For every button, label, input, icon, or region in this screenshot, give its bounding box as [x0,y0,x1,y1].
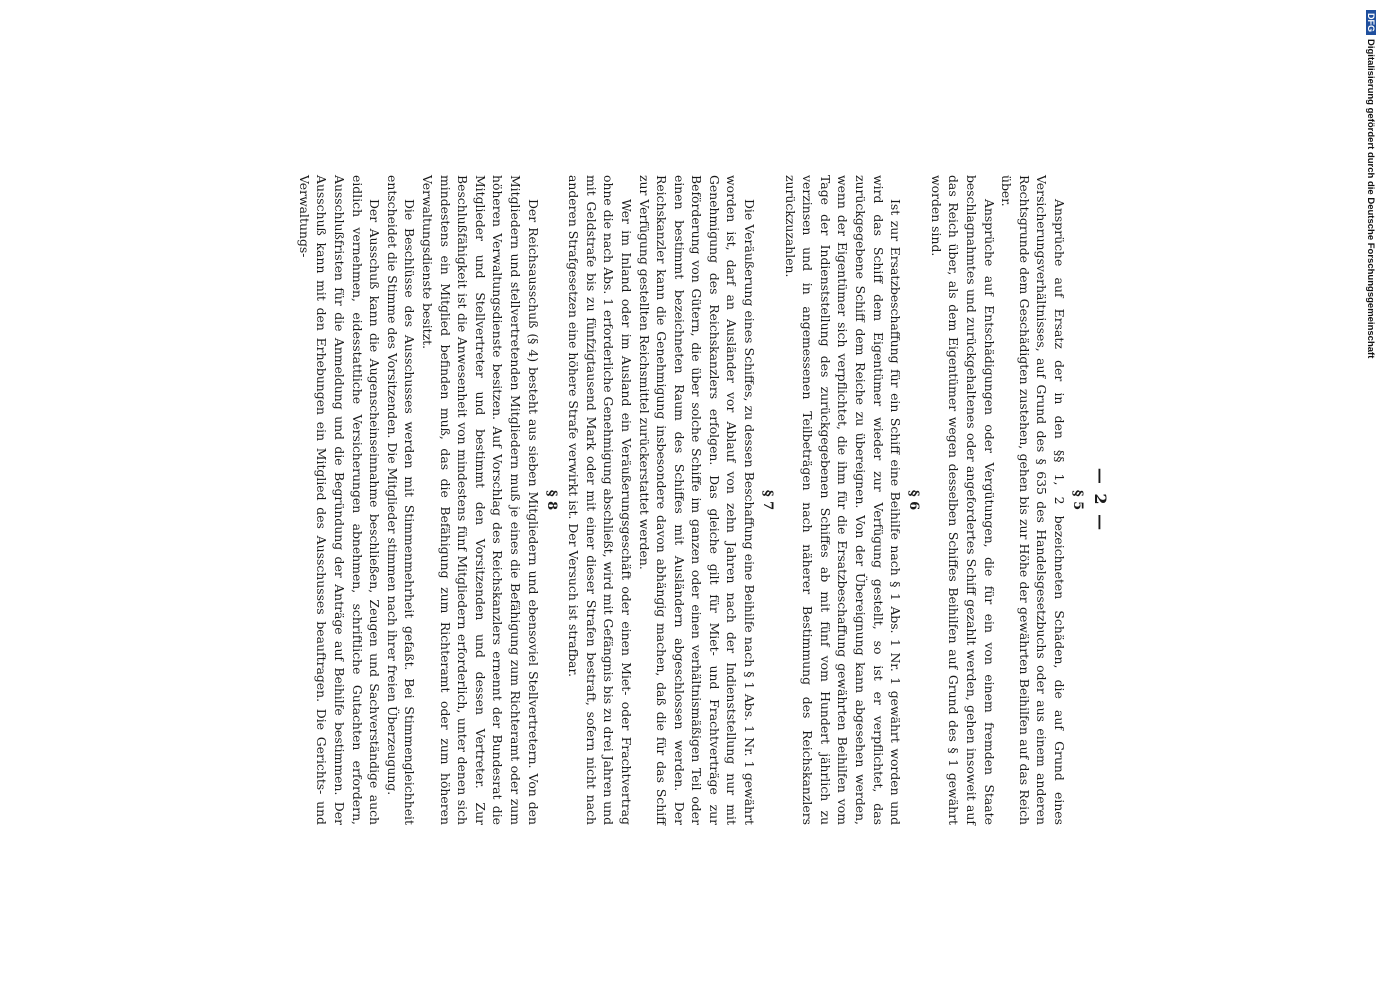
section-heading: § 8 [543,489,559,511]
paragraph: Die Beschlüsse des Ausschusses werden mit Stimmenmehrheit gefaßt. Bei Stimmengleichheit entscheidet die Stimme des Vorsitzenden. Die Mitglieder stimmen nach ihrer freien Überzeugung. [384,175,418,825]
paragraph: Wer im Inland oder im Ausland ein Veräußerungsgeschäft oder einen Miet- oder Frachtvertrag ohne die nach Abs. 1 erforderliche Genehmigung abschließt, wird mit Gefängnis bis zu drei Jahren und mit Geldstrafe bis zu fünfzigtausend Mark oder mit einer dieser Strafen bestraft, sofern nicht nach anderen Strafgesetzen eine höhere Strafe verwirkt ist. Der Versuch ist strafbar. [566,175,634,826]
credit-text: Digitalisierung gefördert durch die Deutsche Forschungsgemeinschaft [1365,39,1376,359]
page-number: — 2 — [1091,467,1110,533]
dfg-logo: DFG [1366,10,1376,35]
paragraph: Der Ausschuß kann die Augenscheinseinnahme beschließen, Zeugen und Sachverständige auch eidlich vernehmen, eidesstattliche Versicherungen abnehmen, schriftliche Gutachten erfordern, Ausschlußfristen für die Anmeldung und die Begründung der Anträge auf Beihilfe bestimmen. Der Ausschuß kann mit den Erhebungen ein Mitglied des Ausschusses beauftragen. Die Gerichts- und Verwaltungs- [296,175,383,825]
section-7 [565,175,776,825]
section-heading: § 7 [760,489,776,511]
section-heading: § 5 [1070,489,1085,511]
section-5 [927,175,1085,825]
rotated-text-block [180,175,1110,825]
section-8 [295,175,558,825]
section-heading: § 6 [906,489,922,511]
digitization-credit [1365,10,1376,390]
section-6 [781,175,921,825]
paragraph: Die Veräußerung eines Schiffes, zu dessen Beschaffung eine Beihilfe nach § 1 Abs. 1 Nr. 1 gewährt worden ist, darf an Ausländer vor Ablauf von zehn Jahren nach der Indienststellung nur mit Genehmigung des Reichskanzlers erfolgen. Das gleiche gilt für Miet- und Frachtverträge zur Beförderung von Gütern, die über solche Schiffe im ganzen oder einen verhältnismäßigen Teil oder einen bestimmt bezeichneten Raum des Schiffes mit Ausländern abgeschlossen werden. Der Reichskanzler kann die Genehmigung insbesondere davon abhängig machen, daß die für das Schiff zur Verfügung gestellten Reichsmittel zurückerstattet werden. [636,175,758,825]
paragraph: Ansprüche auf Entschädigungen oder Vergütungen, die für ein von einem fremden Staate beschlagnahmtes und zurückgehaltenes oder angefordertes Schiff gezahlt werden, gehen insoweit auf das Reich über, als dem Eigentümer wegen desselben Schiffes Beihilfen auf Grund des § 1 gewährt worden sind. [928,175,997,825]
paragraph: Der Reichsausschuß (§ 4) besteht aus sieben Mitgliedern und ebensoviel Stellvertretern. Von den Mitgliedern und stellvertretenden Mitgliedern muß je eines die Befähigung zum Richteramt oder zum höheren Verwaltungsdienste besitzen. Auf Vorschlag des Reichskanzlers ernennt der Bundesrat die Mitglieder und Stellvertreter und bestimmt den Vorsitzenden und dessen Vertreter. Zur Beschlußfähigkeit ist die Anwesenheit von mindestens fünf Mitgliedern erforderlich, unter denen sich mindestens ein Mitglied befinden muß, das die Befähigung zum Richteramt oder zum höheren Verwaltungsdienste besitzt. [420,175,541,825]
paragraph: Ansprüche auf Ersatz der in den §§ 1, 2 bezeichneten Schäden, die auf Grund eines Versicherungsverhältnisses, auf Grund des § 635 des Handelsgesetzbuchs oder aus einem anderen Rechtsgrunde dem Geschädigten zustehen, gehen bis zur Höhe der gewährten Beihilfen auf das Reich über. [999,175,1067,825]
paragraph: Ist zur Ersatzbeschaffung für ein Schiff eine Beihilfe nach § 1 Abs. 1 Nr. 1 gewährt worden und wird das Schiff dem Eigentümer wieder zur Verfügung gestellt, so ist er verpflichtet, das zurückgegebene Schiff dem Reiche zu übereignen. Von der Übereignung kann abgesehen werden, wenn der Eigentümer sich verpflichtet, die ihm für die Ersatzbeschaffung gewährten Beihilfen vom Tage der Indienststellung des zurückgegebenen Schiffes ab mit fünf vom Hundert jährlich zu verzinsen und in angemessenen Teilbeträgen nach näherer Bestimmung des Reichskanzlers zurückzuzahlen. [782,175,904,825]
